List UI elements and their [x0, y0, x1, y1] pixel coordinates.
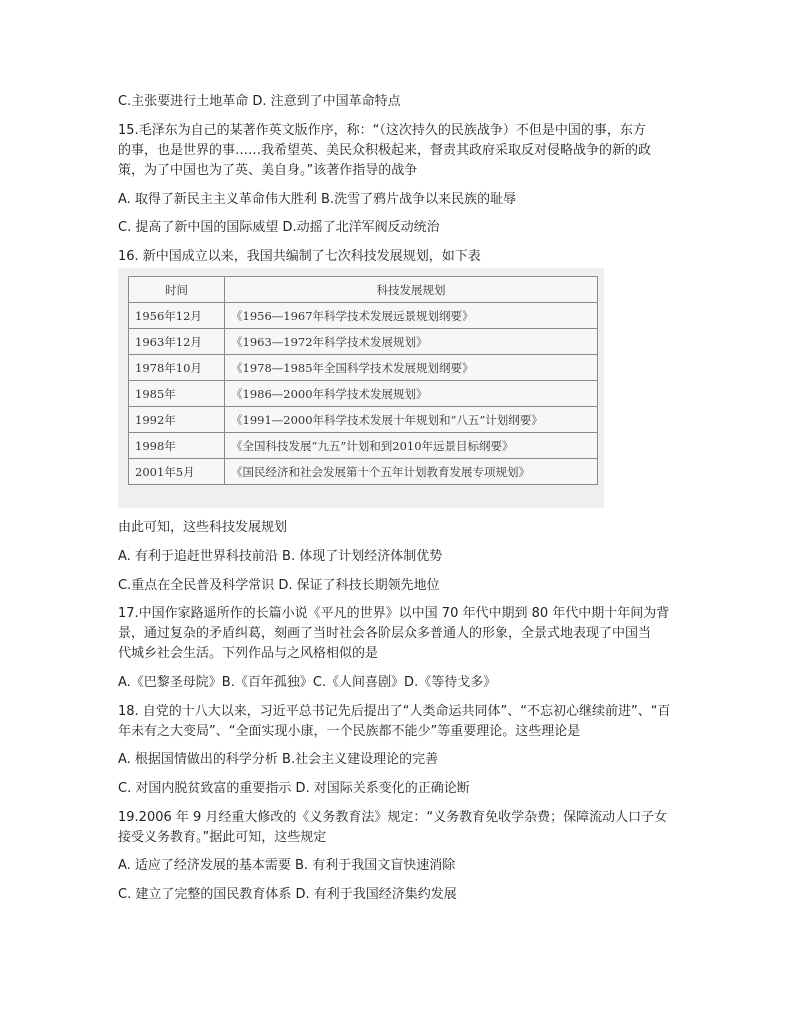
q19-stem-line-2: 接受义务教育。”据此可知，这些规定 — [118, 830, 327, 845]
table-cell-plan: 《1978—1985年全国科学技术发展规划纲要》 — [225, 355, 598, 381]
q19-options-ab: A. 适应了经济发展的基本需要 B. 有利于我国文盲快速消除 — [118, 858, 456, 873]
table-cell-time: 1992年 — [129, 407, 225, 433]
q17-stem-line-1: 17.中国作家路遥所作的长篇小说《平凡的世界》以中国 70 年代中期到 80 年代中期十年间为背 — [118, 606, 670, 621]
q15-options-cd: C. 提高了新中国的国际威望 D.动摇了北洋军阀反动统治 — [118, 220, 440, 235]
q15-options-ab: A. 取得了新民主主义革命伟大胜利 B.洗雪了鸦片战争以来民族的耻辱 — [118, 192, 517, 207]
table-row — [129, 433, 598, 459]
q18-stem-line-2: 年未有之大变局”、“全面实现小康，一个民族都不能少”等重要理论。这些理论是 — [118, 724, 581, 739]
q16-options-cd: C.重点在全民普及科学常识 D. 保证了科技长期领先地位 — [118, 578, 440, 593]
table-cell-time: 1956年12月 — [129, 303, 225, 329]
table-row — [129, 329, 598, 355]
table-cell-plan: 《国民经济和社会发展第十个五年计划教育发展专项规划》 — [225, 459, 598, 485]
table-cell-plan: 《1956—1967年科学技术发展远景规划纲要》 — [225, 303, 598, 329]
q19-options-cd: C. 建立了完整的国民教育体系 D. 有利于我国经济集约发展 — [118, 887, 457, 902]
table-cell-time: 1985年 — [129, 381, 225, 407]
table-row — [129, 303, 598, 329]
table-header-row — [129, 277, 598, 303]
table-header-time: 时间 — [129, 277, 225, 303]
table-row — [129, 459, 598, 485]
q15-stem-line-1: 15.毛泽东为自己的某著作英文版作序，称：“（这次持久的民族战争）不但是中国的事，东方 — [118, 123, 646, 138]
q17-stem-line-3: 代城乡社会生活。下列作品与之风格相似的是 — [118, 646, 379, 661]
q16-stem: 16. 新中国成立以来，我国共编制了七次科技发展规划，如下表 — [118, 249, 481, 264]
q16-options-ab: A. 有利于追赶世界科技前沿 B. 体现了计划经济体制优势 — [118, 549, 443, 564]
q18-options-cd: C. 对国内脱贫致富的重要指示 D. 对国际关系变化的正确论断 — [118, 781, 470, 796]
q19-stem-line-1: 19.2006 年 9 月经重大修改的《义务教育法》规定：“义务教育免收学杂费；保障流动人口子女 — [118, 810, 668, 825]
table-cell-plan: 《全国科技发展“九五”计划和到2010年远景目标纲要》 — [225, 433, 598, 459]
table-row — [129, 355, 598, 381]
q17-stem-line-2: 景，通过复杂的矛盾纠葛，刻画了当时社会各阶层众多普通人的形象，全景式地表现了中国当 — [118, 626, 652, 641]
table-cell-plan: 《1991—2000年科学技术发展十年规划和“八五”计划纲要》 — [225, 407, 598, 433]
q15-stem-line-2: 的事，也是世界的事……我希望英、美民众积极起来，督责其政府采取反对侵略战争的新的政 — [118, 143, 652, 158]
plan-table-image — [118, 268, 604, 508]
plan-table — [128, 276, 598, 485]
table-cell-time: 1963年12月 — [129, 329, 225, 355]
table-cell-time: 1998年 — [129, 433, 225, 459]
table-cell-plan: 《1986—2000年科学技术发展规划》 — [225, 381, 598, 407]
table-cell-plan: 《1963—1972年科学技术发展规划》 — [225, 329, 598, 355]
table-cell-time: 2001年5月 — [129, 459, 225, 485]
q18-options-ab: A. 根据国情做出的科学分析 B.社会主义建设理论的完善 — [118, 752, 439, 767]
q18-stem-line-1: 18. 自党的十八大以来，习近平总书记先后提出了“人类命运共同体”、“不忘初心继续前进”、“百 — [118, 704, 671, 719]
q17-options: A.《巴黎圣母院》B.《百年孤独》C.《人间喜剧》D.《等待戈多》 — [118, 675, 497, 690]
table-cell-time: 1978年10月 — [129, 355, 225, 381]
q15-stem-line-3: 策，为了中国也为了英、美自身。”该著作指导的战争 — [118, 163, 418, 178]
q14-options-cd: C.主张要进行土地革命 D. 注意到了中国革命特点 — [118, 94, 401, 109]
q16-conclusion: 由此可知，这些科技发展规划 — [118, 520, 288, 535]
table-header-plan: 科技发展规划 — [225, 277, 598, 303]
table-row — [129, 407, 598, 433]
table-row — [129, 381, 598, 407]
